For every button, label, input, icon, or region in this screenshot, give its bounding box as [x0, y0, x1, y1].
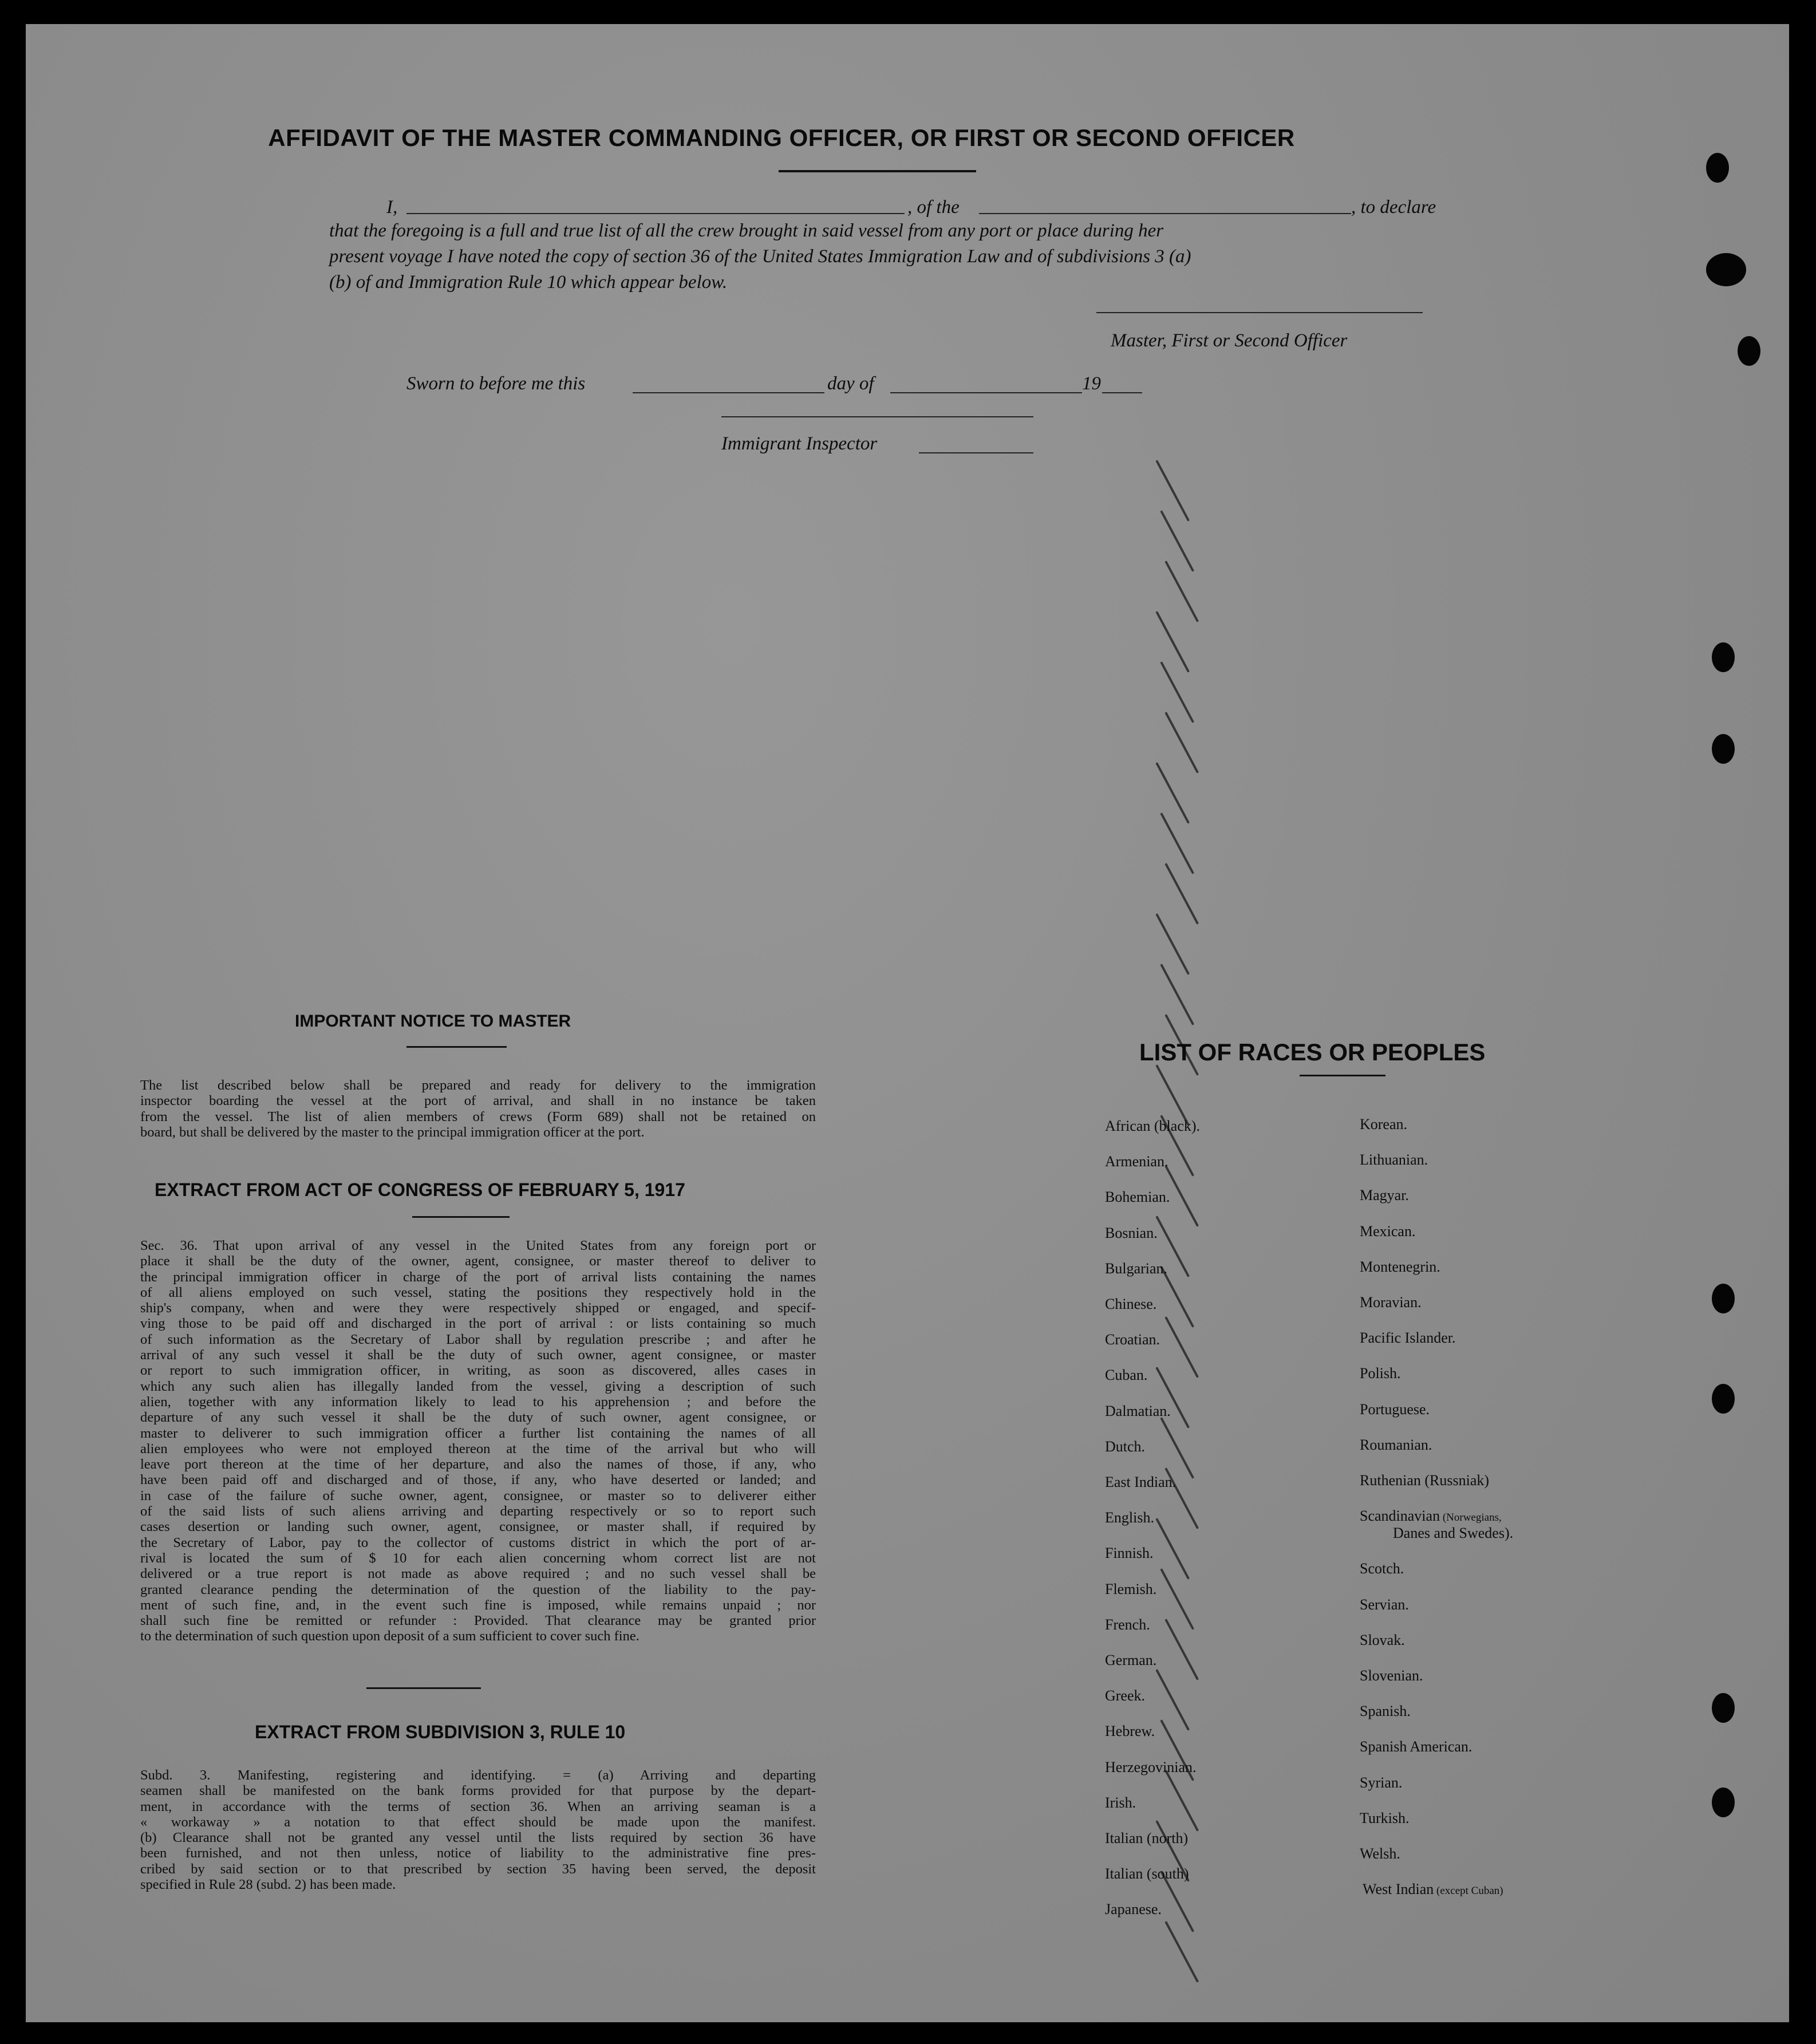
binder-hole: [1706, 253, 1746, 286]
paragraph-line: alien employees who were not employed thereon at the time of the arrival but who will: [140, 1441, 816, 1457]
paragraph-line: the principal immigration officer in charge of the port of arrival lists containing the names: [140, 1269, 816, 1285]
races-heading: LIST OF RACES OR PEOPLES: [1139, 1039, 1486, 1066]
race-item: French.: [1105, 1616, 1150, 1633]
paragraph-line: arrival of any such vessel it shall be the duty of such owner, agent consignee, or master: [140, 1347, 816, 1363]
binder-hole: [1712, 1787, 1735, 1817]
affidavit-text-line-1: that the foregoing is a full and true list of all the crew brought in said vessel from any port or place during her: [329, 220, 1164, 241]
inspector-label: Immigrant Inspector: [721, 433, 878, 454]
race-item-west-indian: [1363, 1881, 1503, 1898]
race-item: Slovenian.: [1360, 1667, 1423, 1684]
paragraph-line: The list described below shall be prepared and ready for delivery to the immigration: [140, 1078, 816, 1093]
race-item: Spanish American.: [1360, 1738, 1472, 1755]
race-item: Bohemian.: [1105, 1189, 1170, 1206]
race-item: Greek.: [1105, 1687, 1146, 1704]
affidavit-title: AFFIDAVIT OF THE MASTER COMMANDING OFFICER, OR FIRST OR SECOND OFFICER: [268, 124, 1295, 151]
inspector-blank: [919, 452, 1033, 453]
month-blank: [890, 392, 1082, 393]
race-item: East Indian.: [1105, 1474, 1177, 1490]
binder-hole: [1712, 1284, 1735, 1313]
race-item: Spanish.: [1360, 1703, 1411, 1720]
race-item: Finnish.: [1105, 1545, 1154, 1562]
race-item: Croatian.: [1105, 1331, 1160, 1348]
race-note: (Norwegians,: [1440, 1512, 1502, 1524]
extract-rule-paragraph: [140, 1767, 816, 1892]
paragraph-line: ving those to be paid off and discharged in the port of arrival : or lists containing so much: [140, 1316, 816, 1332]
paragraph-line: ship's company, when and were they were respectively shipped or engaged, and specif-: [140, 1300, 816, 1316]
race-item: Polish.: [1360, 1365, 1401, 1382]
paragraph-line: in case of the failure of suche owner, agent, consignee, or master so to deliverer either: [140, 1487, 816, 1504]
paragraph-line: been furnished, and not then unless, notice of liability to the administrative fine pres-: [140, 1845, 816, 1861]
vessel-blank: [979, 213, 1351, 214]
declare-label: , to declare: [1351, 197, 1436, 218]
races-underline: [1300, 1075, 1385, 1076]
affidavit-text-line-3: (b) of and Immigration Rule 10 which appear below.: [329, 272, 728, 293]
race-item: Turkish.: [1360, 1809, 1410, 1826]
year-label: 19: [1082, 373, 1101, 394]
binder-hole: [1712, 1693, 1735, 1723]
race-item: Welsh.: [1360, 1845, 1400, 1862]
paragraph-line: cribed by said section or to that prescribed by section 35 having been served, the deposit: [140, 1861, 816, 1877]
race-item: German.: [1105, 1652, 1157, 1668]
paragraph-line: « workaway » a notation to that effect should be made upon the manifest.: [140, 1814, 816, 1830]
race-item: Roumanian.: [1360, 1436, 1432, 1453]
race-item: Herzegovinian.: [1105, 1758, 1197, 1775]
paragraph-line: (b) Clearance shall not be granted any vessel until the lists required by section 36 have: [140, 1830, 816, 1846]
race-item: Dutch.: [1105, 1438, 1146, 1455]
notice-heading: IMPORTANT NOTICE TO MASTER: [295, 1012, 571, 1031]
paragraph-line: of the said lists of such aliens arriving and departing respectively or so to report such: [140, 1504, 816, 1520]
inspector-signature-line: [721, 416, 1033, 417]
i-label: I,: [386, 197, 398, 218]
sworn-label: Sworn to before me this: [406, 373, 586, 394]
paragraph-line: have been paid off and discharged and of those, if any, who have deserted or landed; and: [140, 1472, 816, 1488]
binder-hole: [1712, 1384, 1735, 1414]
paragraph-line: rival is located the sum of $ 10 for each alien concerning whom correct list are not: [140, 1550, 816, 1566]
race-item: Italian (north): [1105, 1830, 1189, 1846]
race-item-scandinavian: [1360, 1508, 1513, 1542]
race-item: Bulgarian.: [1105, 1260, 1168, 1277]
race-item: Dalmatian.: [1105, 1402, 1171, 1419]
race-item: Servian.: [1360, 1596, 1409, 1613]
race-item: Portuguese.: [1360, 1400, 1430, 1418]
notice-paragraph: [140, 1078, 816, 1140]
of-the-label: , of the: [907, 197, 960, 218]
race-item: Montenegrin.: [1360, 1258, 1440, 1275]
race-item: Irish.: [1105, 1794, 1136, 1811]
paragraph-line: the Secretary of Labor, pay to the collector of customs district in which the port of ar-: [140, 1534, 816, 1550]
race-item: Korean.: [1360, 1116, 1408, 1133]
race-label: Scandinavian: [1360, 1508, 1440, 1525]
extract-act-heading: EXTRACT FROM ACT OF CONGRESS OF FEBRUARY 5, 1917: [155, 1179, 685, 1200]
paragraph-line: alien, together with any information likely to lead to his apprehension ; and before the: [140, 1394, 816, 1410]
paragraph-line: inspector boarding the vessel at the port of arrival, and shall in no instance be taken: [140, 1093, 816, 1109]
paragraph-line: of all aliens employed on such vessel, stating the positions they respectively hold in the: [140, 1284, 816, 1300]
binder-hole: [1712, 734, 1735, 764]
race-label: West Indian: [1363, 1881, 1434, 1898]
day-blank: [633, 392, 824, 393]
paragraph-line: which any such alien has illegally landed from the vessel, giving a description of such: [140, 1378, 816, 1394]
extract-rule-heading: EXTRACT FROM SUBDIVISION 3, RULE 10: [255, 1722, 626, 1742]
paragraph-line: seamen shall be manifested on the bank forms provided for that purpose by the depart-: [140, 1783, 816, 1799]
race-item: Hebrew.: [1105, 1723, 1155, 1740]
race-item: Italian (south): [1105, 1865, 1189, 1883]
paragraph-line: from the vessel. The list of alien members of crews (Form 689) shall not be retained on: [140, 1108, 816, 1124]
paragraph-line: to the determination of such question upon deposit of a sum sufficient to cover such fine.: [140, 1628, 639, 1644]
race-item: English.: [1105, 1509, 1154, 1526]
race-item: Cuban.: [1105, 1367, 1148, 1384]
paragraph-line: ment, in accordance with the terms of section 36. When an arriving seaman is a: [140, 1798, 816, 1814]
race-item: Lithuanian.: [1360, 1151, 1428, 1169]
title-underline: [779, 170, 976, 172]
binder-hole: [1738, 336, 1760, 366]
race-item: Magyar.: [1360, 1187, 1409, 1204]
race-item: Armenian.: [1105, 1153, 1168, 1170]
race-item: Flemish.: [1105, 1580, 1157, 1597]
race-item: Slovak.: [1360, 1631, 1405, 1648]
binder-hole: [1706, 153, 1729, 183]
notice-underline: [406, 1046, 507, 1048]
race-note: Danes and Swedes).: [1393, 1525, 1514, 1542]
binder-hole: [1712, 642, 1735, 672]
race-item: Syrian.: [1360, 1774, 1403, 1791]
year-blank: [1102, 392, 1142, 393]
paragraph-line: place it shall be the duty of the owner, agent, consignee, or master thereof to deliver to: [140, 1253, 816, 1269]
paragraph-line: board, but shall be delivered by the master to the principal immigration officer at the port.: [140, 1124, 645, 1140]
paragraph-line: master to deliverer to such immigration officer a further list containing the names of all: [140, 1425, 816, 1441]
signature-label: Master, First or Second Officer: [1111, 330, 1348, 351]
extract-act-paragraph: [140, 1238, 816, 1644]
paragraph-line: shall such fine be remitted or refunder : Provided. That clearance may be granted prior: [140, 1613, 816, 1629]
race-note: (except Cuban): [1434, 1885, 1503, 1897]
paragraph-line: delivered or a true report is not made as above required ; and no such vessel shall be: [140, 1566, 816, 1582]
paragraph-line: granted clearance pending the determination of the question of the liability to the pay-: [140, 1581, 816, 1597]
race-item: Moravian.: [1360, 1294, 1422, 1311]
paragraph-line: departure of any such vessel it shall be the duty of such owner, agent consignee, or: [140, 1410, 816, 1426]
race-item: African (black).: [1105, 1118, 1201, 1134]
affidavit-text-line-2: present voyage I have noted the copy of section 36 of the United States Immigration Law and of subdivisions 3 (a): [329, 246, 1191, 267]
signature-line: [1096, 312, 1423, 313]
race-item: Bosnian.: [1105, 1224, 1158, 1241]
race-item: Mexican.: [1360, 1222, 1416, 1240]
paragraph-line: of such information as the Secretary of Labor shall by regulation prescribe ; and after he: [140, 1331, 816, 1347]
paragraph-line: Sec. 36. That upon arrival of any vessel in the United States from any foreign port or: [140, 1238, 816, 1253]
document-sheet: [26, 24, 1789, 2022]
paragraph-line: ment of such fine, and, in the event such fine is imposed, while remains unpaid ; nor: [140, 1597, 816, 1613]
race-item: Ruthenian (Russniak): [1360, 1472, 1490, 1489]
race-item: Japanese.: [1105, 1901, 1162, 1918]
paragraph-line: leave port thereon at the time of her departure, and also the names of those, if any, who: [140, 1457, 816, 1473]
paragraph-line: Subd. 3. Manifesting, registering and identifying. = (a) Arriving and departing: [140, 1767, 816, 1783]
paragraph-line: cases desertion or landing such owner, agent, consignee, or master shall, if required by: [140, 1519, 816, 1535]
paragraph-line: specified in Rule 28 (subd. 2) has been made.: [140, 1877, 396, 1893]
extract-act-underline: [412, 1216, 510, 1218]
rule-separator: [366, 1687, 481, 1689]
race-item: Scotch.: [1360, 1560, 1404, 1577]
paragraph-line: or report to such immigration officer, in writing, as soon as discovered, alles cases in: [140, 1363, 816, 1379]
race-item: Pacific Islander.: [1360, 1329, 1456, 1347]
race-item: Chinese.: [1105, 1296, 1157, 1312]
name-blank: [406, 213, 905, 214]
day-of-label: day of: [827, 373, 874, 394]
